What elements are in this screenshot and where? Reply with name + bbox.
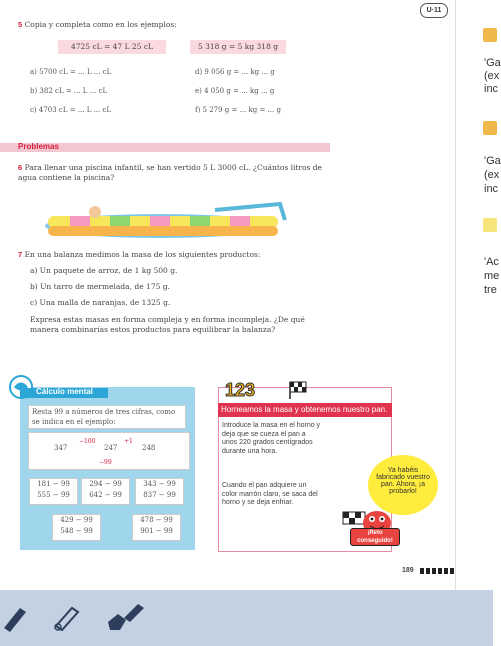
side-text-1: 'Ga <box>484 57 501 69</box>
side-marker-3[interactable] <box>483 218 497 232</box>
highlighter-icon[interactable] <box>50 600 84 632</box>
reto-conseguido-badge: ¡Reto conseguido! <box>350 528 400 546</box>
ex5-item-d: d) 9 056 g = ... kg ... g <box>195 68 275 76</box>
calc-card-1-top: 181 − 99 <box>37 480 70 488</box>
pencil-icon[interactable] <box>0 602 28 632</box>
ex6-number: 6 <box>18 163 23 172</box>
calc-card-1 <box>29 478 78 505</box>
bottom-toolbar <box>0 590 493 646</box>
calc-card-4 <box>52 514 101 541</box>
example-op-3: −99 <box>99 459 112 466</box>
example-op-1: −100 <box>79 438 96 445</box>
calc-card-1-bottom: 555 − 99 <box>37 491 70 499</box>
ex5-item-a: a) 5700 cL = ... L ... cL <box>30 68 112 76</box>
side-panel <box>455 0 501 590</box>
problems-title: Problemas <box>18 142 59 151</box>
ex7-number: 7 <box>18 250 23 259</box>
problems-header <box>0 143 330 152</box>
side-text-7: 'Ac <box>484 256 499 268</box>
calc-card-3 <box>135 478 184 505</box>
calc-card-4-bottom: 548 − 99 <box>60 527 93 535</box>
calculo-header <box>20 388 108 398</box>
ex5-item-c: c) 4703 cL = ... L ... cL <box>30 106 112 114</box>
example-mid: 247 <box>104 444 118 452</box>
horneamos-paragraph-1: Introduce la masa en el horno y deja que se cueza el pan a unos 220 grados centígrados durante una hora. <box>222 422 321 455</box>
ex6-text: Para llenar una piscina infantil, se han vertido 5 L 3000 cL. ¿Cuántos litros de agua contiene la piscina? <box>18 163 322 182</box>
ex7-statement <box>18 250 260 260</box>
calc-card-3-top: 343 − 99 <box>143 480 176 488</box>
calc-card-5-top: 478 − 99 <box>140 516 173 524</box>
calc-card-2-bottom: 642 − 99 <box>89 491 122 499</box>
example-end: 248 <box>142 444 156 452</box>
calc-card-5-bottom: 901 − 99 <box>140 527 173 535</box>
horneamos-title: Horneamos la masa y obtenemos nuestro pan. <box>218 403 392 417</box>
ex5-example-1: 4725 cL = 47 L 25 cL <box>58 40 166 54</box>
horneamos-paragraph-2: Cuando el pan adquiere un color marrón claro, se saca del horno y se deja enfriar. <box>222 482 318 506</box>
shape-tool-icon[interactable] <box>104 600 148 634</box>
side-marker-2[interactable] <box>483 121 497 135</box>
side-text-5: (ex <box>484 169 500 181</box>
side-text-6: inc <box>484 183 499 195</box>
calculo-example <box>28 432 190 470</box>
ex7-question: Expresa estas masas en forma compleja y en forma incompleja. ¿De qué manera combinarías estos productos para equilibrar la balanza? <box>30 315 305 334</box>
ex7-item-a: a) Un paquete de arroz, de 1 kg 500 g. <box>30 266 178 275</box>
calc-card-2 <box>81 478 130 505</box>
calculo-intro: Resta 99 a números de tres cifras, como se indica en el ejemplo: <box>28 405 186 429</box>
example-start: 347 <box>54 444 68 452</box>
checkered-flag-icon <box>288 380 308 400</box>
calc-card-4-top: 429 − 99 <box>60 516 93 524</box>
ex5-item-f: f) 5 279 g = ... kg = ... g <box>195 106 281 114</box>
side-text-2: (ex <box>484 70 500 82</box>
side-text-8: me <box>484 270 500 282</box>
ex7-item-c: c) Una malla de naranjas, de 1325 g. <box>30 298 171 307</box>
calc-card-3-bottom: 837 − 99 <box>143 491 176 499</box>
speech-bubble-text: Ya habéis fabricado vuestro pan. Ahora, ¡a probarlo! <box>376 467 430 495</box>
page-number-stripe <box>420 568 455 574</box>
ex5-text: Copia y completa como en los ejemplos: <box>24 20 177 29</box>
calc-card-5 <box>132 514 181 541</box>
unit-badge: U·11 <box>420 3 448 18</box>
side-text-4: 'Ga <box>484 155 501 167</box>
ex5-statement <box>18 20 177 30</box>
side-text-9: tre <box>484 284 497 296</box>
calc-card-2-top: 294 − 99 <box>89 480 122 488</box>
numbers-logo: 123 <box>225 380 256 400</box>
ex7-item-b: b) Un tarro de mermelada, de 175 g. <box>30 282 170 291</box>
side-marker-1[interactable] <box>483 28 497 42</box>
pool-illustration <box>40 200 290 240</box>
page-number: 189 <box>402 567 414 574</box>
ex5-item-e: e) 4 050 g = ... kg ... g <box>195 87 275 95</box>
ex5-number: 5 <box>18 20 23 29</box>
example-op-2: +1 <box>124 438 133 445</box>
ex5-item-b: b) 382 cL = ... L ... cL <box>30 87 108 95</box>
calculo-title: Cálculo mental <box>36 387 93 396</box>
ex5-example-2: 5 318 g = 5 kg 318 g <box>190 40 286 54</box>
side-text-3: inc <box>484 83 499 95</box>
ex6-statement <box>18 163 323 183</box>
ex7-text: En una balanza medimos la masa de los siguientes productos: <box>24 250 261 259</box>
